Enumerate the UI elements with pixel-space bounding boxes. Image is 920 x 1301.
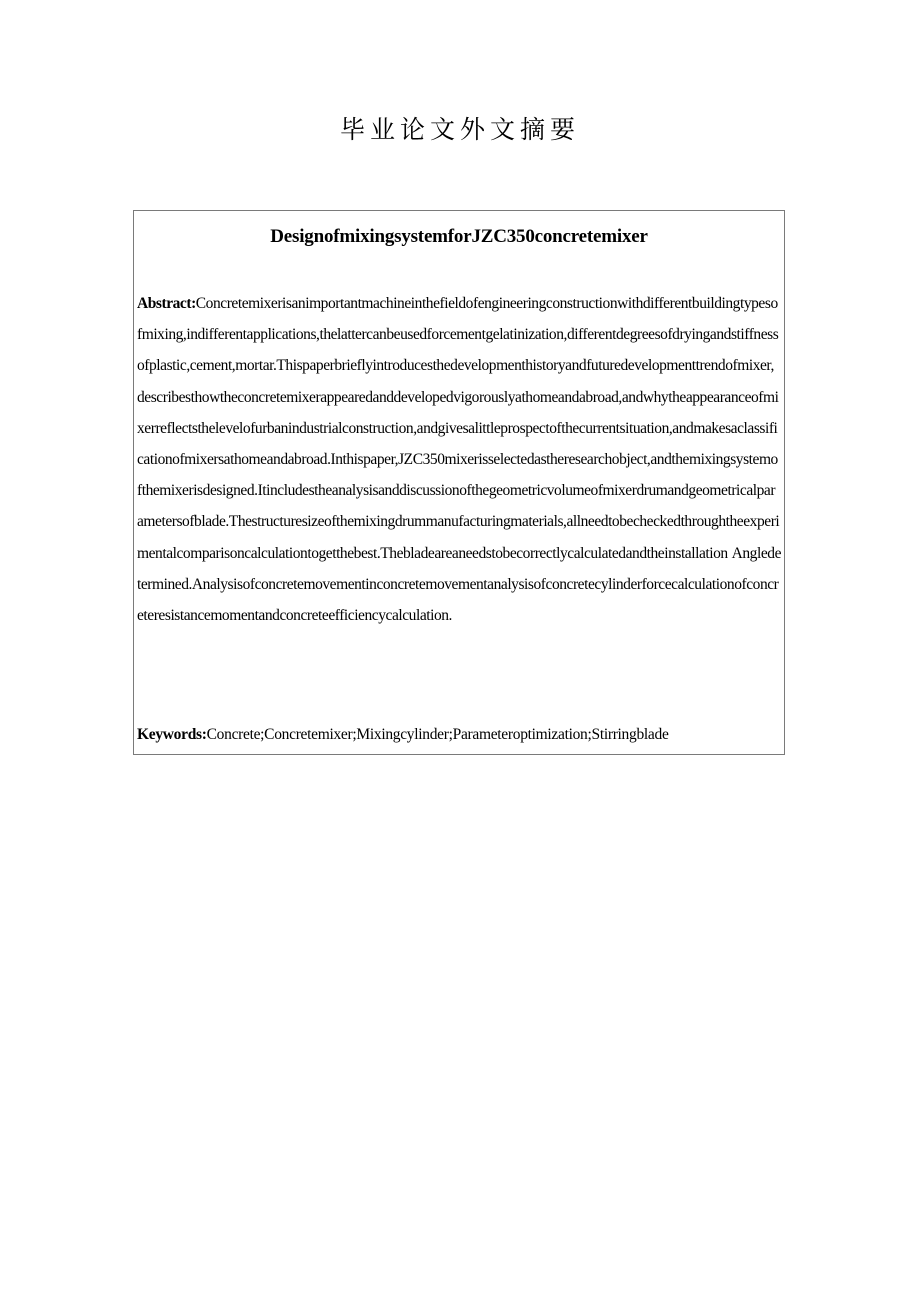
keywords-label: Keywords:	[137, 726, 207, 743]
keywords-text: Concrete;Concretemixer;Mixingcylinder;Parameteroptimization;Stirringblade	[206, 726, 669, 743]
abstract-box	[133, 210, 785, 755]
abstract-paragraph	[137, 288, 781, 631]
keywords-line	[137, 721, 781, 749]
page-heading: 毕业论文外文摘要	[339, 115, 580, 144]
abstract-text: Concretemixerisanimportantmachineinthefieldofengineeringconstructionwithdifferentbuildingtypesofmixing,indifferentapplications,thelattercanbeusedforcementgelatinization,differentdegreesofdryingandstiffnessofplastic,cement,mortar.Thispaperbrieflyintroducesthedevelopmenthistoryandfuturedevelopmenttrendofmixer,describesthowtheconcretemixerappearedanddevelopedvigorouslyathomeandabroad,andwhytheappearanceofmixerreflectsthelevelofurbanindustrialconstruction,andgivesalittleprospectofthecurrentsituation,andmakesaclassificationofmixersathomeandabroad.Inthispaper,JZC350mixerisselectedastheresearchobject,andthemixingsystemofthemixerisdesigned.Itincludestheanalysisanddiscussionofthegeometricvolumeofmixerdrumandgeometricalparametersofblade.Thestructuresizeofthemixingdrummanufacturingmaterials,allneedtobecheckedthroughtheexperimentalcomparisoncalculationtogetthebest.Thebladeareaneedstobecorrectlycalculatedandtheinstallation Angledetermined.Analysisofconcretemovementinconcretemovementanalysisofconcretecylinderforcecalculationofconcreteresistancemomentandconcreteefficiencycalculation.	[137, 295, 781, 625]
abstract-label: Abstract:	[137, 295, 196, 312]
paper-title: DesignofmixingsystemforJZC350concretemixer	[270, 226, 648, 247]
